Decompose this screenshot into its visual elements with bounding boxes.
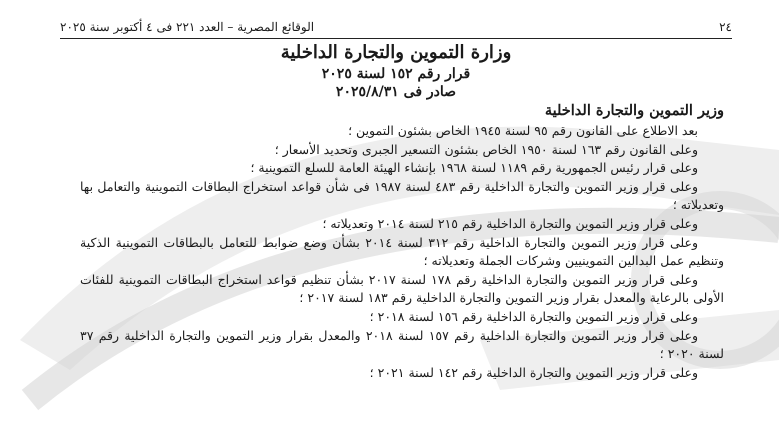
preamble-paragraph: وعلى القانون رقم ١٦٣ لسنة ١٩٥٠ الخاص بشئون التسعير الجبرى وتحديد الأسعار ؛ (274, 141, 698, 157)
decree-number: قرار رقم ١٥٢ لسنة ٢٠٢٥ (321, 66, 471, 82)
header-divider (60, 38, 732, 39)
publication-info: الوقائع المصرية – العدد ٢٢١ فى ٤ أكتوبر سنة ٢٠٢٥ (60, 20, 315, 34)
preamble-paragraph: وعلى قرار رئيس الجمهورية رقم ١١٨٩ لسنة ١٩٦٨ بإنشاء الهيئة العامة للسلع التموينية ؛ (250, 160, 698, 176)
page-header (60, 18, 732, 36)
preamble-paragraph: وعلى قرار وزير التموين والتجارة الداخلية رقم ١٤٢ لسنة ٢٠٢١ ؛ (369, 364, 698, 380)
preamble-paragraph: وعلى قرار وزير التموين والتجارة الداخلية رقم ٢١٥ لسنة ٢٠١٤ وتعديلاته ؛ (322, 215, 698, 231)
preamble-paragraph: وعلى قرار وزير التموين والتجارة الداخلية رقم ١٥٦ لسنة ٢٠١٨ ؛ (369, 308, 698, 324)
preamble-paragraph: وعلى قرار وزير التموين والتجارة الداخلية رقم ١٧٨ لسنة ٢٠١٧ بشأن تنظيم قواعد استخراج البطاقات التموينية للفئات الأولى بالرعاية والمعدل بقرار وزير التموين والتجارة الداخلية رقم ١٨٣ لسنة ٢٠١٧ ؛ (80, 271, 724, 306)
page-number: ٢٤ (719, 20, 732, 34)
minister-heading: وزير التموين والتجارة الداخلية (544, 102, 724, 119)
preamble-paragraph: وعلى قرار وزير التموين والتجارة الداخلية رقم ١٥٧ لسنة ٢٠١٨ والمعدل بقرار وزير التموين والتجارة الداخلية رقم ٣٧ لسنة ٢٠٢٠ ؛ (80, 327, 724, 362)
preamble-paragraph: وعلى قرار وزير التموين والتجارة الداخلية رقم ٤٨٣ لسنة ١٩٨٧ فى شأن قواعد استخراج البطاقات التموينية والتعامل بها وتعديلاته ؛ (80, 178, 724, 213)
preamble-paragraph: وعلى قرار وزير التموين والتجارة الداخلية رقم ٣١٢ لسنة ٢٠١٤ بشأن وضع ضوابط للتعامل بالبطاقات التموينية الذكية وتنظيم عمل البدالين التموينيين وشركات الجملة وتعديلاته ؛ (80, 234, 724, 269)
decree-body (80, 101, 724, 382)
preamble-paragraph: بعد الاطلاع على القانون رقم ٩٥ لسنة ١٩٤٥ الخاص بشئون التموين ؛ (348, 123, 698, 138)
issue-date: صادر فى ٢٠٢٥/٨/٣١ (335, 84, 457, 100)
ministry-title: وزارة التموين والتجارة الداخلية (280, 42, 512, 63)
